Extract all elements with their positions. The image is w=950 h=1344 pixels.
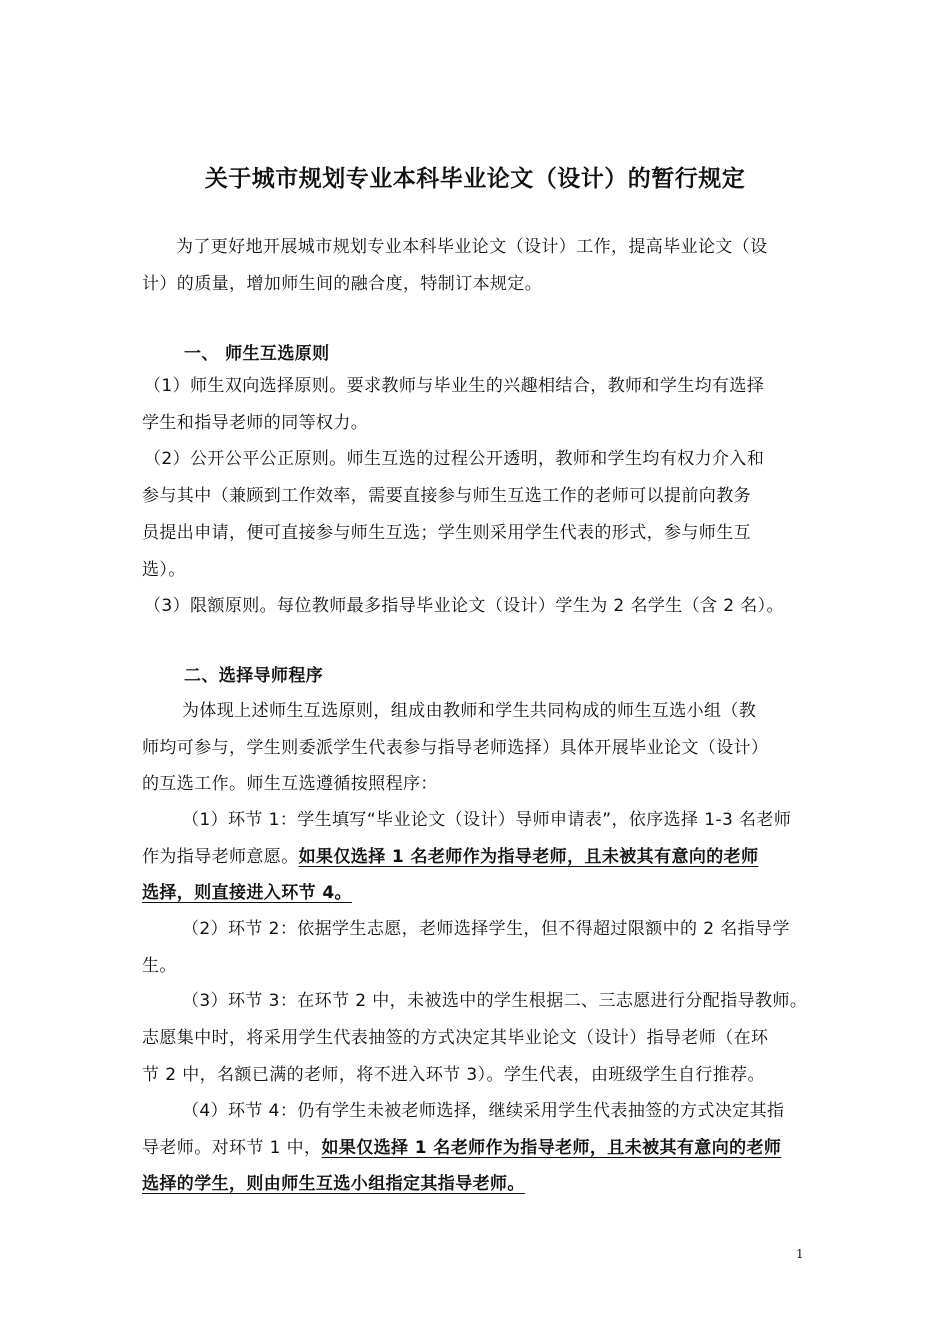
text-line: （2）环节 2：依据学生志愿，老师选择学生，但不得超过限额中的 2 名指导学 [182, 919, 790, 939]
section-1-heading: 一、 师生互选原则 [184, 344, 330, 364]
text-run: 作为指导老师意愿。 [142, 847, 299, 867]
text-run: 导老师。对环节 1 中， [142, 1138, 322, 1158]
text-line: （1）环节 1：学生填写“毕业论文（设计）导师申请表”，依序选择 1-3 名老师 [182, 810, 792, 830]
text-line: 师均可参与，学生则委派学生代表参与指导老师选择）具体开展毕业论文（设计） [142, 738, 769, 758]
text-line: 参与其中（兼顾到工作效率，需要直接参与师生互选工作的老师可以提前向教务 [142, 486, 751, 506]
text-line: 员提出申请，便可直接参与师生互选；学生则采用学生代表的形式，参与师生互 [142, 523, 751, 543]
text-line: 选）。 [142, 560, 186, 580]
text-line: 为体现上述师生互选原则，组成由教师和学生共同构成的师生互选小组（教 [182, 701, 757, 721]
text-line [142, 845, 758, 869]
emphasized-text: 如果仅选择 1 名老师作为指导老师，且未被其有意向的老师 [321, 1138, 782, 1158]
text-line: 志愿集中时，将采用学生代表抽签的方式决定其毕业论文（设计）指导老师（在环 [142, 1028, 769, 1048]
text-line: （2）公开公平公正原则。师生互选的过程公开透明，教师和学生均有权力介入和 [144, 449, 765, 469]
emphasized-text: 选择的学生，则由师生互选小组指定其指导老师。 [142, 1174, 525, 1194]
text-line: （4）环节 4：仍有学生未被老师选择，继续采用学生代表抽签的方式决定其指 [182, 1101, 785, 1121]
text-line: 节 2 中，名额已满的老师，将不进入环节 3）。学生代表，由班级学生自行推荐。 [142, 1065, 765, 1085]
section-2-heading: 二、选择导师程序 [184, 666, 324, 686]
text-line [142, 1136, 781, 1160]
text-line: （1）师生双向选择原则。要求教师与毕业生的兴趣相结合，教师和学生均有选择 [144, 376, 765, 396]
emphasized-text: 如果仅选择 1 名老师作为指导老师，且未被其有意向的老师 [298, 847, 759, 867]
emphasized-text: 选择，则直接进入环节 4。 [142, 883, 352, 903]
text-line: 的互选工作。师生互选遵循按照程序： [142, 774, 438, 794]
page-title: 关于城市规划专业本科毕业论文（设计）的暂行规定 [204, 166, 746, 192]
text-line: 学生和指导老师的同等权力。 [142, 413, 369, 433]
text-line: 生。 [142, 956, 177, 976]
text-line: （3）环节 3：在环节 2 中，未被选中的学生根据二、三志愿进行分配指导教师。 [182, 991, 808, 1011]
text-line: 计）的质量，增加师生间的融合度，特制订本规定。 [142, 274, 543, 294]
page-number: 1 [796, 1247, 804, 1261]
text-line: （3）限额原则。每位教师最多指导毕业论文（设计）学生为 2 名学生（含 2 名）。 [144, 596, 784, 616]
text-line: 为了更好地开展城市规划专业本科毕业论文（设计）工作，提高毕业论文（设 [176, 237, 768, 257]
